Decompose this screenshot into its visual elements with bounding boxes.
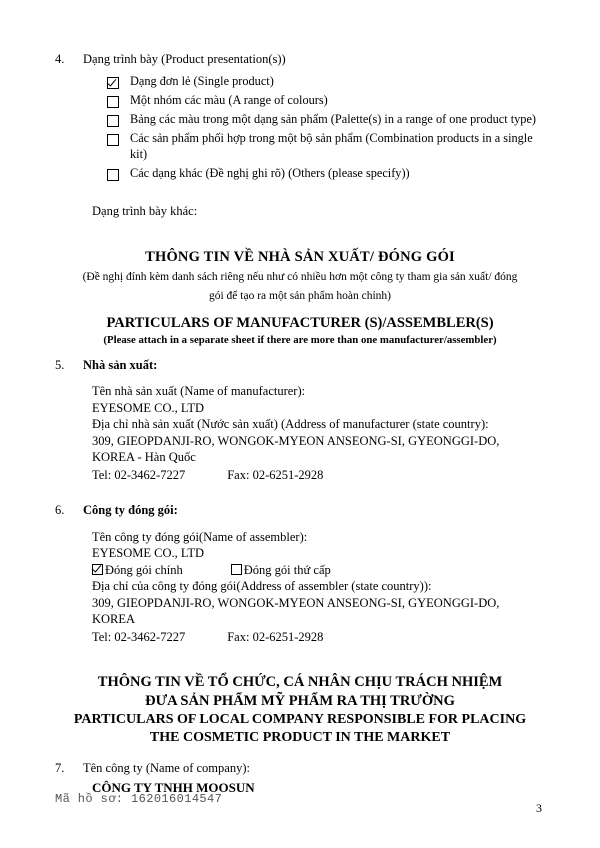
checkbox-icon[interactable]: [107, 169, 119, 181]
manufacturer-note-vi-line2: gói để tạo ra một sản phẩm hoàn chỉnh): [208, 290, 392, 303]
section-7-number: 7.: [55, 761, 65, 776]
checkbox-icon[interactable]: [231, 564, 242, 575]
section-7: [55, 761, 545, 796]
section-7-label: Tên công ty (Name of company):: [83, 761, 250, 776]
checkbox-checked-icon[interactable]: [92, 564, 103, 575]
manufacturer-name-label: Tên nhà sản xuất (Name of manufacturer):: [92, 384, 306, 399]
assembler-primary-label: Đóng gói chính: [105, 562, 183, 577]
checkbox-icon[interactable]: [107, 134, 119, 146]
option-label: Các dạng khác (Đề nghị ghi rõ) (Others (please specify)): [130, 165, 410, 180]
assembler-name-value: EYESOME CO., LTD: [92, 546, 205, 561]
option-row[interactable]: [107, 93, 545, 109]
section-7-value: CÔNG TY TNHH MOOSUN: [92, 780, 255, 795]
checkbox-icon[interactable]: [107, 115, 119, 127]
assembler-name-label: Tên công ty đóng gói(Name of assembler):: [92, 529, 308, 544]
other-presentation-label: Dạng trình bày khác:: [92, 203, 198, 218]
section-5-title: Nhà sản xuất:: [83, 357, 158, 372]
responsible-heading: [55, 673, 545, 747]
manufacturer-details: [92, 383, 545, 483]
manufacturer-address-label: Địa chỉ nhà sản xuất (Nước sản xuất) (Address of manufacturer (state country):: [92, 417, 489, 432]
page-number: 3: [536, 801, 542, 815]
assembler-contact: [92, 629, 545, 646]
assembler-tel: Tel: 02-3462-7227: [92, 629, 186, 644]
option-row[interactable]: [107, 74, 545, 90]
checkbox-icon[interactable]: [107, 96, 119, 108]
option-label: Một nhóm các màu (A range of colours): [130, 92, 328, 107]
section-6-number: 6.: [55, 503, 65, 518]
manufacturer-contact: [92, 467, 545, 484]
assembler-secondary-label: Đóng gói thứ cấp: [243, 562, 331, 577]
assembler-address-line1: 309, GIEOPDANJI-RO, WONGOK-MYEON ANSEONG-SI, GYEONGGI-DO,: [92, 595, 500, 610]
manufacturer-address-line2: KOREA - Hàn Quốc: [92, 450, 196, 465]
section-6-title: Công ty đóng gói:: [83, 503, 178, 518]
section-4: [55, 52, 545, 68]
presentation-options: [107, 74, 545, 182]
option-label: Bảng các màu trong một dạng sản phẩm (Palette(s) in a range of one product type): [130, 111, 537, 126]
responsible-heading-en-line1: PARTICULARS OF LOCAL COMPANY RESPONSIBLE FOR PLACING: [73, 712, 527, 727]
manufacturer-note-vi-line1: (Đề nghị đính kèm danh sách riêng nếu như có nhiều hơn một công ty tham gia sản xuất/ đóng: [82, 270, 518, 283]
manufacturer-address-line1: 309, GIEOPDANJI-RO, WONGOK-MYEON ANSEONG-SI, GYEONGGI-DO,: [92, 433, 500, 448]
option-label: Các sản phẩm phối hợp trong một bộ sản phẩm (Combination products in a single kit): [130, 130, 533, 161]
manufacturer-note-en: (Please attach in a separate sheet if there are more than one manufacturer/assembler): [103, 333, 497, 346]
manufacturer-tel: Tel: 02-3462-7227: [92, 467, 186, 482]
option-label: Dạng đơn lẻ (Single product): [130, 73, 274, 88]
option-row[interactable]: [107, 112, 545, 128]
responsible-heading-vi-line1: THÔNG TIN VỀ TỔ CHỨC, CÁ NHÂN CHỊU TRÁCH NHIỆM: [97, 674, 503, 691]
assembler-packaging-options: [92, 562, 545, 579]
manufacturer-fax: Fax: 02-6251-2928: [227, 467, 324, 482]
manufacturer-heading-en: PARTICULARS OF MANUFACTURER (S)/ASSEMBLER(S): [106, 314, 494, 331]
section-4-title: Dạng trình bày (Product presentation(s)): [83, 52, 286, 66]
assembler-fax: Fax: 02-6251-2928: [227, 629, 324, 644]
responsible-heading-vi-line2: ĐƯA SẢN PHẨM MỸ PHẨM RA THỊ TRƯỜNG: [145, 693, 455, 710]
checkbox-checked-icon[interactable]: [107, 77, 119, 89]
manufacturer-heading: [55, 249, 545, 346]
assembler-address-line2: KOREA: [92, 612, 136, 627]
manufacturer-name-value: EYESOME CO., LTD: [92, 400, 205, 415]
section-6: [55, 503, 545, 519]
section-5: [55, 358, 545, 374]
option-row[interactable]: [107, 131, 545, 163]
section-4-number: 4.: [55, 52, 65, 66]
manufacturer-heading-vi: THÔNG TIN VỀ NHÀ SẢN XUẤT/ ĐÓNG GÓI: [145, 248, 455, 265]
option-row[interactable]: [107, 166, 545, 182]
record-code: Mã hồ sơ: 162016014547: [55, 792, 223, 806]
assembler-details: [92, 529, 545, 646]
section-5-number: 5.: [55, 357, 65, 372]
responsible-heading-en-line2: THE COSMETIC PRODUCT IN THE MARKET: [149, 730, 451, 746]
assembler-address-label: Địa chỉ của công ty đóng gói(Address of assembler (state country)):: [92, 579, 432, 594]
